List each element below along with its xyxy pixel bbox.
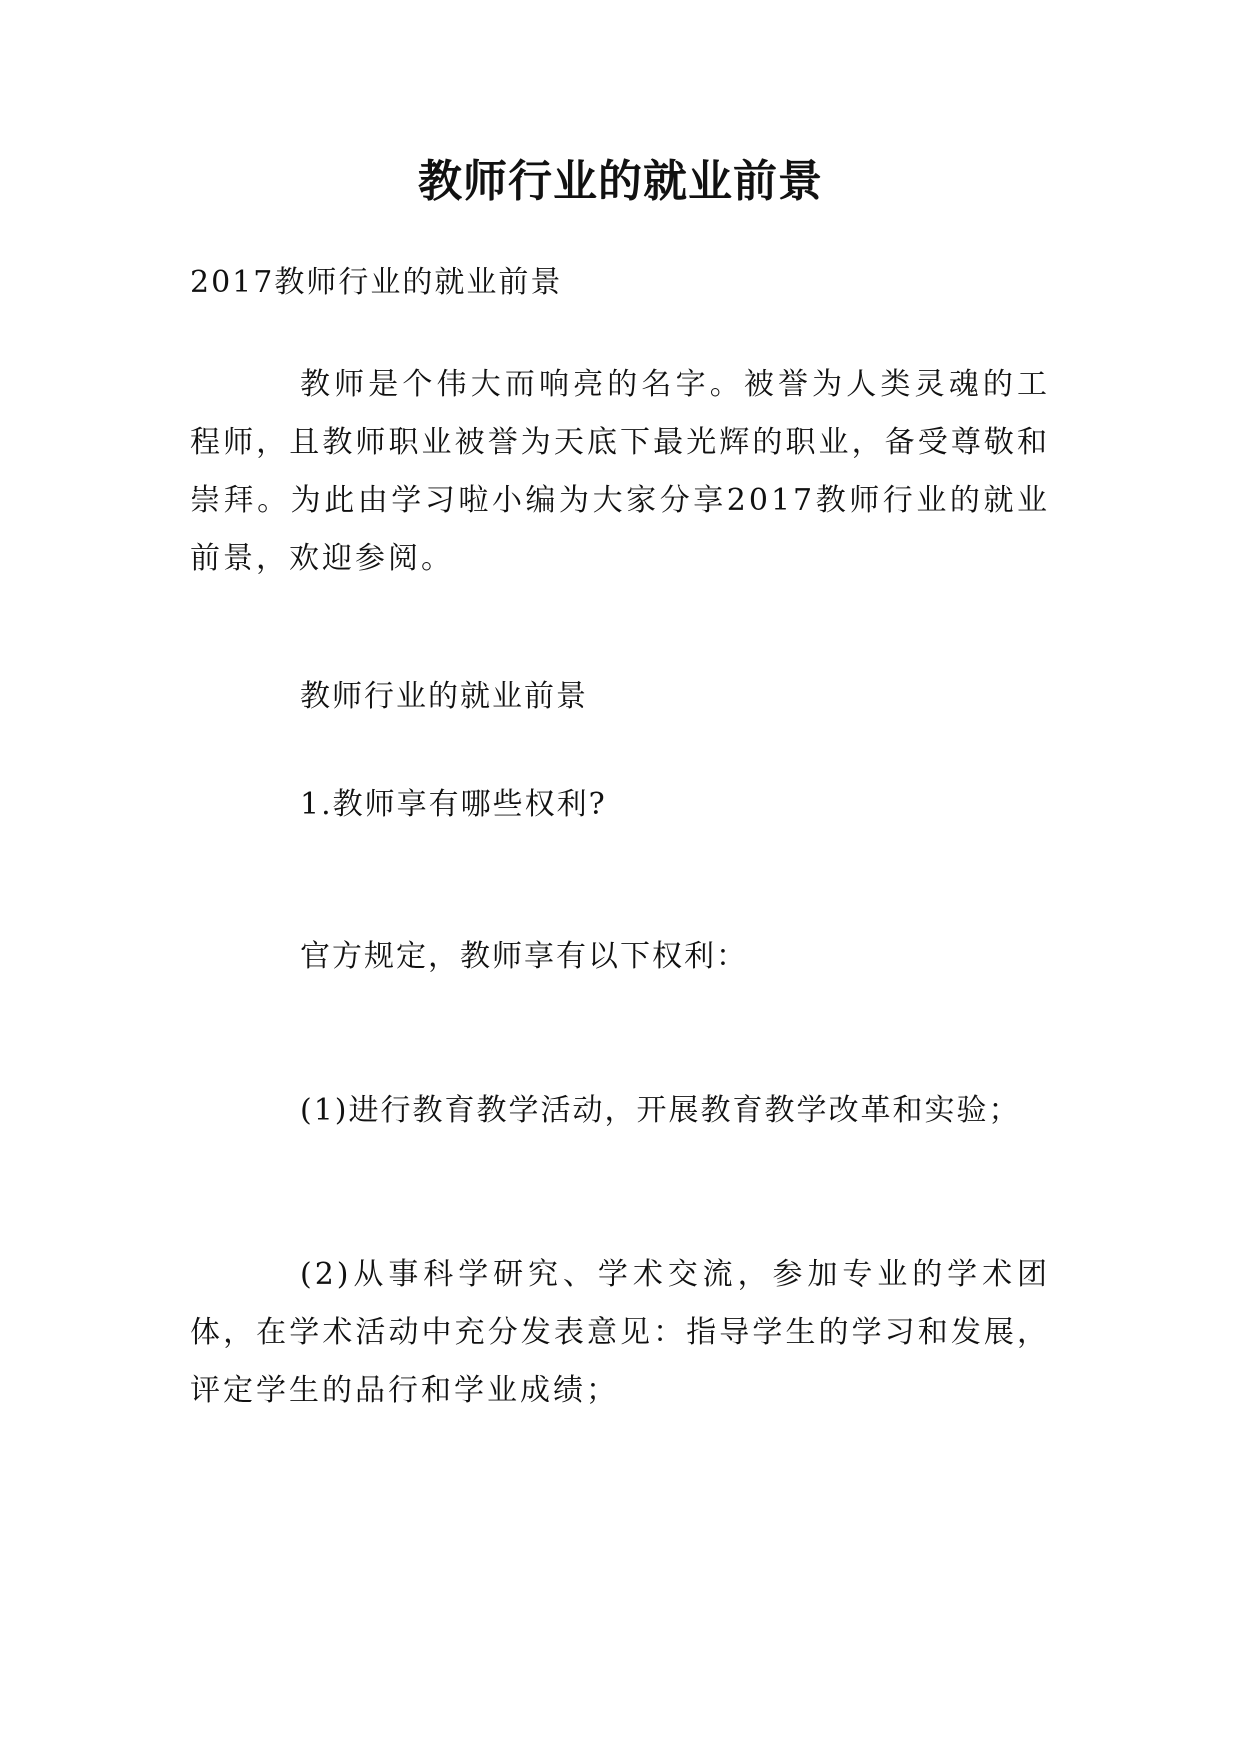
right-item-2: (2)从事科学研究、学术交流，参加专业的学术团体，在学术活动中充分发表意见：指导学生的学习和发展，评定学生的品行和学业成绩； (190, 1257, 1050, 1408)
right-item-1: (1)进行教育教学活动，开展教育教学改革和实验； (300, 1093, 1021, 1128)
document-subtitle: 2017教师行业的就业前景 (190, 265, 563, 300)
rights-intro: 官方规定，教师享有以下权利： (300, 939, 748, 974)
question-heading: 1.教师享有哪些权利? (300, 787, 607, 822)
section-heading: 教师行业的就业前景 (300, 679, 588, 714)
intro-paragraph: 教师是个伟大而响亮的名字。被誉为人类灵魂的工程师，且教师职业被誉为天底下最光辉的职业，备受尊敬和崇拜。为此由学习啦小编为大家分享2017教师行业的就业前景，欢迎参阅。 (190, 367, 1050, 576)
document-title: 教师行业的就业前景 (418, 156, 823, 207)
